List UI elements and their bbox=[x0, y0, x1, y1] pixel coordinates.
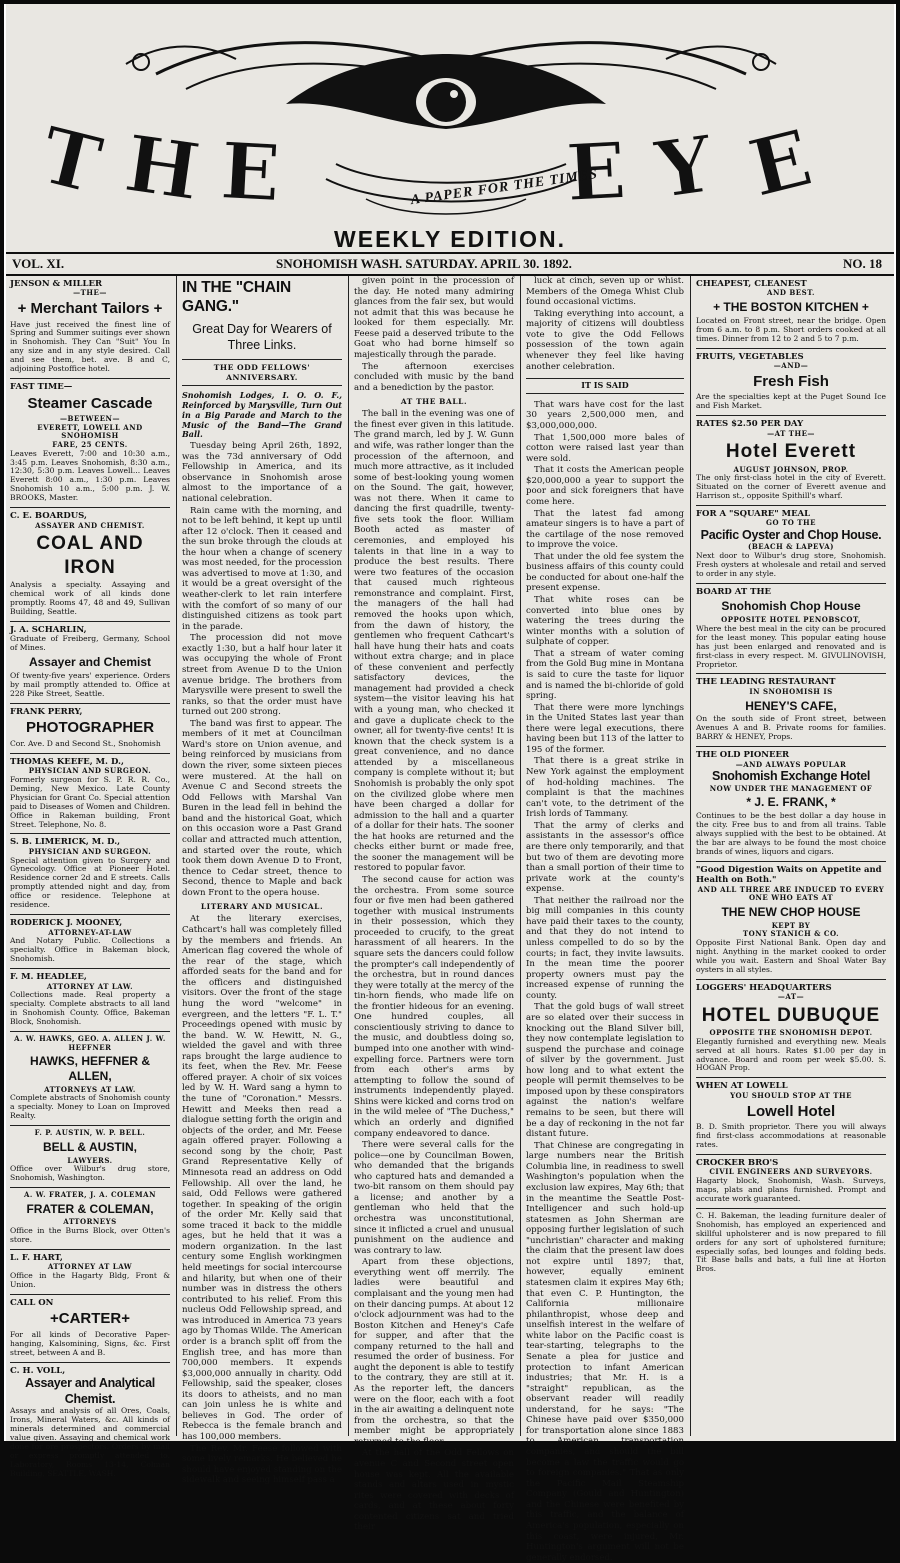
column-1 bbox=[10, 276, 170, 1478]
ad-name: F. M. HEADLEE, bbox=[10, 972, 87, 983]
paragraph: That the army of clerks and assistants in the assessor's office are there only temporarily, and that but two of them are devoting more than a small portion of their time to private work at the county's expense. bbox=[526, 820, 684, 895]
ad-small: —AT— bbox=[777, 992, 805, 1002]
ad-perry bbox=[10, 704, 170, 754]
ad-text: Special attention given to Surgery and Gynecology. Office at Pioneer Hotel. Residence corner 2d and E streets. Calls promptly attended night and day, from office or residence. Telephone at residence. bbox=[10, 855, 170, 910]
ad-text: Leaves Everett, 7:00 and 10:30 a.m., 3:45 p.m. Leaves Snohomish, 8:30 a.m., 12:30, 5:30 p.m. Leaves Lowell... Leaves Everett 8:00 a.m., 1:30 p.m. Leaves Snohomish 10 a.m., 5:00 p.m. J. W. BROOKS, Master. bbox=[10, 448, 170, 503]
paragraph: Rain came with the morning, and not to be left behind, it kept up until after 12 o'clock. Then it ceased and the sun broke through the clouds at the hour when a change of scenery was most needed, for the procession was advertised to move at 1:30, and it would be a great oversight of the weather-clerk to let rain interfere with the comfort of so many of our distinguished citizens as took part in the parade. bbox=[182, 505, 342, 632]
headline: IN THE "CHAIN GANG." bbox=[182, 279, 291, 316]
ad-lowell-hotel bbox=[696, 1078, 886, 1154]
ad-small: GO TO THE bbox=[766, 518, 816, 528]
ad-bell-austin bbox=[10, 1126, 170, 1188]
ad-pacific-oyster bbox=[696, 506, 886, 584]
ad-small: —AT THE— bbox=[767, 428, 815, 438]
ad-small: YOU SHOULD STOP AT THE bbox=[730, 1090, 852, 1100]
ad-text: Are the specialties kept at the Puget Sound Ice and Fish Market. bbox=[696, 392, 886, 411]
ad-label: —BETWEEN— bbox=[60, 414, 120, 424]
title-letter: H bbox=[119, 118, 206, 219]
ad-label: ATTORNEYS bbox=[63, 1217, 117, 1227]
paragraph: The Rev. Mr. Feese followed with some lively remarks. He believed he should have enjoyed standing on the sidewalk and seeing himself pass a bbox=[182, 1443, 342, 1486]
ad-text: Formerly surgeon for S. P. R. R. Co., Deming, New Mexico. Late County Physician for Grant Co. Special attention paid to Diseases of Women and Children. Office in Rakeman building, Front Street. Telephone, No. 8. bbox=[10, 774, 170, 829]
place-date: SNOHOMISH WASH. SATURDAY. APRIL 30. 1892. bbox=[276, 256, 572, 271]
title-letter: T bbox=[31, 109, 110, 213]
column-rule bbox=[520, 276, 521, 1436]
ad-heading: HOTEL DUBUQUE bbox=[701, 1004, 881, 1026]
ad-label: BOARD AT THE bbox=[696, 586, 771, 597]
ad-label: ATTORNEYS AT LAW. bbox=[44, 1084, 136, 1094]
ad-heading: Pacific Oyster and Chop House. bbox=[700, 528, 882, 543]
paragraph: The ball in the evening was one of the finest ever given in this latitude. The grand march, led by J. W. Gunn and wife, was rather longer than the procession of the afternoon, and much more attractive, as it included some of best-looking young women on the Sound. The gait, however, was not there. When it came to dancing the first quadrille, twenty-five sets took the floor. William Booth acted as master of ceremonies, and employed his talents in that line in a way to produce the best results. There were two features of the occasion that caused much righteous remonstrance and complaint. First, the managers of the hall had removed the hooks upon which, from the dawn of history, the gentlemen who frequent Cathcart's hall have hung their hats and coats without extra charge; and in place of these convenient and perfectly satisfactory devices, the management had provided a check system—the visitor leaving his hat with a young man, who checked it and gave a duplicate check to the owner, all for twenty-five cents! It is known that the check system is a great convenience, and no dance attended by a miscellaneous company is complete without it; but Snohomish is probably the only spot on the civilized globe where men have been charged a dollar for admission to the hall and a quarter of a dollar for their hats. The sooner the hat hooks are returned and the checks either burnt or made free, the sooner the management will be restored to popular favor. bbox=[354, 409, 514, 874]
ad-text: Next door to Wilbur's drug store, Snohomish. Fresh oysters at wholesale and retail and served to order in any style. bbox=[696, 551, 886, 578]
ad-label: FOR A "SQUARE" MEAL bbox=[696, 508, 811, 519]
title-letter: Y bbox=[650, 118, 719, 217]
masthead bbox=[6, 4, 894, 254]
ad-boardus bbox=[10, 508, 170, 622]
ad-small: CIVIL ENGINEERS AND SURVEYORS. bbox=[709, 1167, 873, 1177]
ad-heading: Snohomish Chop House bbox=[721, 599, 861, 614]
ad-heading: BELL & AUSTIN, bbox=[42, 1139, 137, 1154]
ad-label: ATTORNEY AT LAW. bbox=[46, 981, 134, 991]
ad-label: ATTORNEY-AT-LAW bbox=[48, 927, 132, 937]
ad-heading: Assayer and Analytical Chemist. bbox=[25, 1376, 155, 1406]
paragraph: There were several calls for the police—one by Councilman Bowen, who demanded that the brigands who captured hats and demanded a two-bit ransom on them should pay a license; and another by a gentleman who held that the orchestra was unconstitutional, since it inflicted a cruel and unusual punishment on the audience and was contrary to law. bbox=[354, 1140, 514, 1256]
ad-text: Collections made. Real property a specialty. Complete abstracts to all land in Snohomish County. Office, Bakeman Block, Snohomish. bbox=[10, 990, 170, 1027]
ad-heading: FRATER & COLEMAN, bbox=[26, 1201, 154, 1216]
paragraph: given point in the procession of the day. He noted many admiring glances from the fair sex, but would not admit that this was because he looked for them especially. Mr. Feese paid a deserved tribute to the Goat who had borne himself so majestically through the parade. bbox=[354, 276, 514, 360]
ad-name: FAST TIME— bbox=[10, 382, 73, 393]
paragraph: That a stream of water coming from the Gold Bug mine in Montana is said to cure the taste for liquor and is named the bi-chloride of gold spring. bbox=[526, 648, 684, 702]
paragraph: The band was first to appear. The members of it met at Councilman Ward's store on Union avenue, and being reinforced by musicians from down the river, some sixteen pieces were mustered. At the hall on Avenue C and Second streets the Odd Fellows with Marshal Van Buren in the lead fell in behind the band and the historical Goat, which on this occasion wore a Past Grand collar and attracted much attention, and started over the route, which took them down Avenue D to Front, thence to Cedar street, thence to Second, thence to Maple and back down Front to the opera house. bbox=[182, 718, 342, 898]
ad-text: Elegantly furnished and everything new. Meals served at all hours. Rates $1.00 per day in advance. Board and room per week $5.00. S. HOGAN Prop. bbox=[696, 1036, 886, 1073]
column-rule bbox=[348, 276, 349, 1436]
dateline bbox=[6, 252, 894, 276]
ad-text: On the south side of Front street, between Avenues A and B. Private rooms for families. BARRY & HENEY, Props. bbox=[696, 714, 886, 742]
ad-keefe bbox=[10, 754, 170, 835]
paragraph: luck at cinch, seven up or whist. Members of the Omega Whist Club found occasional victims. bbox=[526, 276, 684, 308]
title-letter: E bbox=[740, 112, 821, 216]
ad-small: NOW UNDER THE MANAGEMENT OF bbox=[709, 783, 873, 793]
ad-text: C. H. Bakeman, the leading furniture dealer of Snohomish, has employed an experienced and skillful upholsterer and is now prepared to fill orders for any sort of upholstered furniture; especially sofas, bed lounges and folding beds. Tit Base balls and bats, a full line at Horton Bros. bbox=[696, 1210, 886, 1274]
masthead-title bbox=[6, 4, 894, 254]
ad-small: OPPOSITE THE SNOHOMISH DEPOT. bbox=[709, 1028, 873, 1038]
ad-route: EVERETT, LOWELL AND SNOHOMISH bbox=[37, 422, 143, 441]
ad-headlee bbox=[10, 969, 170, 1032]
ad-name: C. E. BOARDUS, bbox=[10, 511, 87, 522]
ad-heading: HAWKS, HEFFNER & ALLEN, bbox=[30, 1054, 150, 1083]
subheading: LITERARY AND MUSICAL. bbox=[200, 902, 324, 912]
ad-heading: THE NEW CHOP HOUSE bbox=[721, 904, 861, 919]
ad-label: —THE— bbox=[73, 288, 107, 298]
ad-text: Office over Wilbur's drug store, Snohomish, Washington. bbox=[10, 1164, 170, 1183]
ad-name: JENSON & MILLER bbox=[10, 279, 103, 289]
paragraph: Tuesday being April 26th, 1892, was the 73d anniversary of Odd Fellowship in America, and its observance in Snohomish arose almost to the importance of a national celebration. bbox=[182, 441, 342, 504]
ad-bakeman bbox=[696, 1209, 886, 1279]
ad-label: "Good Digestion Waits on Appetite and Health on Both." bbox=[696, 864, 882, 886]
column-2 bbox=[182, 276, 342, 1486]
volume-number: VOL. XI. bbox=[12, 256, 65, 271]
paragraph: That white roses can be converted into blue ones by watering the trees during the winter months with a solution of sulphate of copper. bbox=[526, 595, 684, 648]
ad-heading: HENEY'S CAFE, bbox=[745, 698, 837, 713]
ad-hart bbox=[10, 1250, 170, 1295]
column-rule bbox=[176, 276, 177, 1436]
ad-text: Cor. Ave. D and Second St., Snohomish bbox=[10, 738, 161, 748]
paragraph: The procession did not move exactly 1:30, but a half hour later it was occupying the whole of Front street from Avenue D to the Union avenue bridge. The brothers from Marysville were present to swell the ranks, so that the order must have turned out 200 strong. bbox=[182, 633, 342, 718]
ad-boston-kitchen bbox=[696, 276, 886, 349]
ad-name: S. B. LIMERICK, M. D., bbox=[10, 837, 121, 848]
paragraph: That wars have cost for the last 30 years 2,500,000 men, and $3,000,000,000. bbox=[526, 399, 684, 432]
ad-exchange-hotel bbox=[696, 747, 886, 862]
ad-text: Assays and analysis of all Ores, Coals, Irons, Mineral Waters, &c. All kinds of minerals determined and commercial value given. Assaying and chemical work done for ore prospectors. Orders by mail or express promptly attended to. Laboratory, Rooms 13-14, Colman Building, SEATTLE, WASH. bbox=[10, 1405, 170, 1478]
ad-limerick bbox=[10, 834, 170, 915]
ad-hotel-everett bbox=[696, 416, 886, 506]
ad-voll bbox=[10, 1363, 170, 1483]
ad-frater-coleman bbox=[10, 1188, 170, 1250]
ad-name: C. H. VOLL, bbox=[10, 1365, 66, 1376]
ad-label: LAWYERS. bbox=[67, 1155, 113, 1165]
column-rule bbox=[690, 276, 691, 1436]
ad-label: LOGGERS' HEADQUARTERS bbox=[696, 982, 832, 993]
ad-small: KEPT BY bbox=[771, 920, 811, 930]
ad-heading: + Merchant Tailors + bbox=[17, 300, 163, 318]
newspaper-page bbox=[4, 4, 896, 1563]
ad-carter bbox=[10, 1295, 170, 1363]
ad-mooney bbox=[10, 915, 170, 969]
ad-crocker-bros bbox=[696, 1155, 886, 1209]
ad-merchant-tailors bbox=[10, 276, 170, 379]
ad-label: RATES $2.50 PER DAY bbox=[696, 419, 804, 430]
paragraph: The second cause for action was the orchestra. From some source four or five men had been gathered together with musical instruments in their possession, which they proceeded to crucify, to the great harassment of all hearers. In the square sets the dancers could follow the prompter's call independently of the orchestra, but in round dances they were totally at the mercy of the tin-horn fiends, who made life on the frontier hideous for an evening. One hundred couples, all conscientiously striving to dance to the music, and doubtless doing so, bumped into one another with wind-expelling force. Partners were torn from each other's arms by attempting to follow the sound of instruments independently played. Shins were kicked and corns trod on in the wild melee of "The Duchess," which an orderly and dignified company endeavored to dance. bbox=[354, 875, 514, 1139]
ad-text: Continues to be the best dollar a day house in the city. Free bus to and from all trains. Table always supplied with the best to be obtained. At the bar are always to be found the most choice brands of wines, liquors and cigars. bbox=[696, 810, 886, 856]
ad-label: THE OLD PIONEER bbox=[696, 750, 790, 761]
ad-text: And Notary Public. Collections a specialty. Office in Bakeman block, Snohomish. bbox=[10, 936, 170, 964]
ad-label: THE LEADING RESTAURANT bbox=[696, 677, 836, 688]
ad-new-chop-house bbox=[696, 862, 886, 980]
ad-heading: Lowell Hotel bbox=[746, 1102, 836, 1120]
ad-label: Graduate of Freiberg, Germany, School of Mines. bbox=[10, 634, 170, 653]
paragraph: That the latest fad among amateur singers is to have a part of the cartilage of the nose removed to improve the voice. bbox=[526, 508, 684, 551]
ad-label: PHYSICIAN AND SURGEON. bbox=[28, 846, 152, 856]
paragraph: That it costs the American people $20,000,000 a year to support the poor and sick foreigners that have come here. bbox=[526, 465, 684, 507]
ad-heading: Hotel Everett bbox=[725, 441, 857, 463]
ad-heading: Steamer Cascade bbox=[27, 394, 153, 412]
ad-text: Analysis a specialty. Assaying and chemical work of all kinds done promptly. Rooms 47, 48 and 49, Sullivan Building, Seattle. bbox=[10, 580, 170, 616]
ad-text: Office in the Hagarty Bldg, Front & Union. bbox=[10, 1271, 170, 1289]
ad-label: PHYSICIAN AND SURGEON. bbox=[28, 766, 152, 776]
ad-proprietor: * J. E. FRANK, * bbox=[746, 795, 836, 810]
ad-label: ASSAYER AND CHEMIST. bbox=[35, 520, 145, 530]
ad-name: RODERICK J. MOONEY, bbox=[10, 918, 123, 929]
ad-small: IN SNOHOMISH IS bbox=[749, 686, 833, 696]
ad-small: —AND ALWAYS POPULAR bbox=[735, 759, 847, 769]
ad-label: ATTORNEY AT LAW bbox=[47, 1262, 133, 1272]
deck: Great Day for Wearers of Three Links. bbox=[192, 322, 332, 352]
ad-label: WHEN AT LOWELL bbox=[696, 1081, 788, 1092]
ad-name: THOMAS KEEFE, M. D., bbox=[10, 756, 124, 767]
ad-fresh-fish bbox=[696, 349, 886, 416]
ad-small: (BEACH & LAPEVA) bbox=[748, 542, 834, 552]
paragraph: That there is a great strike in New York against the employment of hod-holding machines. The complaint is that the machines can't vote, to the detriment of the Irish lords of Tammany. bbox=[526, 756, 684, 820]
ad-name: FRANK PERRY, bbox=[10, 706, 83, 717]
ad-heading: Assayer and Chemist bbox=[28, 655, 152, 670]
ad-small: OPPOSITE HOTEL PENOBSCOT, bbox=[721, 615, 861, 625]
section-heading: IT IS SAID bbox=[526, 378, 684, 394]
ad-small: —AND— bbox=[773, 361, 809, 371]
paragraph: That neither the railroad nor the big mill companies in this county have paid their taxes to the county, and that they do not intend to unless compelled to do so by the courts; in fact, they invite lawsuits. In the mean time the poorer property owners must pay the increased expense of running the county. bbox=[526, 895, 684, 1001]
ad-heading: + THE BOSTON KITCHEN + bbox=[713, 300, 869, 315]
ad-snohomish-chop-house bbox=[696, 584, 886, 675]
ad-name: CALL ON bbox=[10, 1297, 54, 1308]
paragraph: At the literary exercises, Cathcart's hall was completely filled by the members and friends. An American flag covered the whole of the rear of the stage, which afforded seats for the band and for the officers and distinguished visitors. Over the front of the stage hung the word "welcome" in evergreen, and the letters "F. L. T." Proceedings opened with music by the band. W. W. Hewitt, N. G., wielded the gavel and with three raps brought the large audience to its feet, when the Rev. Mr. Feese offered prayer. A choir of six voices led by W. H. Ward sang a hymn to the tune of "Coronation." Messrs. Hewitt and Meeks then read a dialogue setting forth the origin and objects of the order, and Mr. Feese again offered prayer. Following a second song by the choir, Past Grand Representative Kelly of Minnesota read an address on Odd Fellowship. All over the land, he said, Odd Fellows were gathered together. In speaking of the origin of the order Mr. Kelly said that some traced it back to the middle ages, but he held that it was a modern organization. In the last century some English workingmen held meetings for social intercourse and hilarity, but when one of their number was in distress the others contributed to his relief. From this nucleus Odd Fellowship spread, and was introduced in America 73 years ago by Thomas Wilde. The American order is a branch split off from the English tree, and has more than 700,000 members. It expends $3,000,000 annually in charity. Odd Fellowship, said the speaker, closes its doors to atheists, and no man can join unless he is white and believes in God. The order of Rebecca is the female branch and has 100,000 members. bbox=[182, 914, 342, 1443]
paragraph: At the hall of the Odd Fellows on avenue C and Second street open house was kept. All the available stands and altars used in mystic rites were covered with decks of cards, and at these about forty contented citizens sat and tried their bbox=[354, 1448, 514, 1533]
ad-hotel-dubuque bbox=[696, 980, 886, 1079]
ad-text: Complete abstracts of Snohomish county a specialty. Money to Loan on Improved Realty. bbox=[10, 1093, 170, 1121]
ad-label: CROCKER BRO'S bbox=[696, 1157, 779, 1168]
column-4 bbox=[526, 276, 684, 1563]
ad-heading: Fresh Fish bbox=[753, 372, 829, 390]
columns bbox=[6, 276, 894, 1563]
ad-heading: Snohomish Exchange Hotel bbox=[711, 769, 871, 784]
ad-label: FRUITS, VEGETABLES bbox=[696, 351, 804, 362]
ad-proprietor: AUGUST JOHNSON, PROP. bbox=[733, 464, 849, 474]
ad-steamer-cascade bbox=[10, 379, 170, 508]
kicker: THE ODD FELLOWS' ANNIVERSARY. bbox=[182, 359, 342, 386]
ad-text: B. D. Smith proprietor. There you will always find first-class accommodations at reasonable rates. bbox=[696, 1121, 886, 1149]
ad-fare: FARE, 25 CENTS. bbox=[52, 439, 128, 449]
ad-text: Where the best meal in the city can be procured for the least money. This popular eating house has just been enlarged and renovated and is first-class in every respect. M. GIVULINOVISH, Proprietor. bbox=[696, 623, 886, 669]
summary: Snohomish Lodges, I. O. O. F., Reinforced by Marysville, Turn Out in a Big Parade and March to the Music of the Band—The Grand Ball. bbox=[182, 390, 342, 440]
paragraph: Apart from these objections, everything went off merrily. The ladies were beautiful and complaisant and the young men had on their dancing pumps. At about 12 o'clock adjournment was had to the Boston Kitchen and Heney's Cafe for supper, and after that the company returned to the hall and resumed the order of business. For aught the deponent is able to testify to the contrary, they are still at it. As the reporter left, the dancers were on the floor, each with a foot in the air awaiting a delinquent note from the orchestra, so that the member might be appropriately returned to the floor. bbox=[354, 1257, 514, 1447]
ad-heneys-cafe bbox=[696, 674, 886, 747]
ad-text: Located on Front street, near the bridge. Open from 6 a.m. to 8 p.m. Short orders cooked at all times. Dinner from 12 to 2 and 5 to 7 p.m. bbox=[696, 315, 886, 343]
ad-hawks-heffner-allen bbox=[10, 1032, 170, 1126]
ad-text: Hagarty block, Snohomish, Wash. Surveys, maps, plats and plans furnished. Prompt and accurate work guaranteed. bbox=[696, 1175, 886, 1203]
ad-text: The only first-class hotel in the city of Everett. Situated on the corner of Everett avenue and Harrison st., opposite Spithill's wharf. bbox=[696, 473, 886, 501]
title-letter: E bbox=[218, 125, 283, 220]
ad-small: AND BEST. bbox=[767, 288, 815, 298]
ad-names: F. P. AUSTIN, W. P. BELL. bbox=[34, 1128, 146, 1138]
masthead-edition: WEEKLY EDITION. bbox=[334, 226, 566, 252]
paragraph: That there were more lynchings in the United States last year than there were legal executions, there having been but 113 of the latter to 195 of the former. bbox=[526, 702, 684, 755]
paragraph: Taking everything into account, a majority of citizens will doubtless vote to give the Odd Fellows possession of the town again whenever they feel like having another celebration. bbox=[526, 308, 684, 372]
ad-text: For all kinds of Decorative Paper-hanging, Kalsomining, Signs, &c. First street, between A and B. bbox=[10, 1329, 170, 1357]
column-5 bbox=[696, 276, 886, 1436]
column-3 bbox=[354, 276, 514, 1533]
issue-number: NO. 18 bbox=[843, 256, 882, 271]
ad-names: A. W. HAWKS, GEO. A. ALLEN J. W. HEFFNER bbox=[14, 1034, 166, 1052]
ad-heading: PHOTOGRAPHER bbox=[25, 719, 155, 737]
ad-name: J. A. SCHARLIN, bbox=[10, 624, 87, 635]
ad-heading: +CARTER+ bbox=[49, 1310, 131, 1328]
ad-text: Of twenty-five years' experience. Orders by mail promptly attended to. Office at 228 Pike Street, Seattle. bbox=[10, 670, 170, 698]
ad-heading: COAL AND IRON bbox=[36, 533, 144, 578]
ad-proprietor: TONY STANICH & CO. bbox=[742, 929, 840, 939]
paragraph: That 1,500,000 more bales of cotton were raised last year than were sold. bbox=[526, 432, 684, 464]
masthead-subtitle: A PAPER FOR THE TIMES bbox=[409, 166, 599, 209]
paragraph: The afternoon exercises concluded with music by the band and a benediction by the pastor. bbox=[354, 361, 514, 393]
paragraph: That Chinese are congregating in large numbers near the British Columbia line, in readiness to swell Washington's population when the exclusion law expires, May 6th; that in the meantime the Seattle Post-Intelligencer and such hold-up statesmen as John Sherman are opposing further legislation of such "unchristian" character and making the claim that the present law does not expire until 1897; that, however, equally eminent statesmen claim it expires May 6th; that even C. P. Huntington, the California millionaire philanthropist, whose deep and unselfish interest in the welfare of white labor on the Pacific coast is tear-starting, telegraphs to the Senate a plea for justice and protection to infant American industries; that Mr. H. is a "straight" republican, as the observant reader will readily understand, for he says: "The Chinese have paid over $350,000 for transportation alone since 1883 to American transportation companies, and should the bill become a law the traffic would go to foreign companies." That as only the Pacific Mail Steamship Company (Gould and Huntington) and the Chinese were benefited by this traffic, and the balance of America's population, especially on this coast, were injured, Mr. Huntington's argument will not be generally endorsed. bbox=[526, 1140, 684, 1563]
ad-small: AND ALL THREE ARE INDUCED TO EVERY ONE WHO EATS AT bbox=[697, 884, 885, 903]
title-letter: E bbox=[564, 125, 629, 220]
ad-names: A. W. FRATER, J. A. COLEMAN bbox=[24, 1190, 156, 1200]
ad-name: L. F. HART, bbox=[10, 1252, 63, 1263]
subheading: AT THE BALL. bbox=[400, 397, 468, 407]
ad-text: Opposite First National Bank. Open day and night. Anything in the market cooked to order while you wait. Eastern and Shoal Water Bay oysters in all styles. bbox=[696, 937, 886, 974]
ad-text: Office in the Burns Block, over Otten's store. bbox=[10, 1226, 170, 1245]
ad-scharlin bbox=[10, 622, 170, 704]
ad-label: CHEAPEST, CLEANEST bbox=[696, 279, 807, 289]
paragraph: That under the old fee system the business affairs of this county could be conducted for about one-half the present expense. bbox=[526, 551, 684, 594]
ad-text: Have just received the finest line of Spring and Summer suitings ever shown in Snohomish. They Can "Suit" You In any size and in any style desired. Call and see them, bet. ave. B and C, adjoining Postoffice hotel. bbox=[10, 319, 170, 374]
paragraph: That the gold bugs of wall street are so elated over their success in knocking out the Bland Silver bill, they now contemplate legislation to suspend the purchase and coinage of silver by the government. Just how long and to what extent the people will permit themselves to be imposed upon by these conspirators against the nation's welfare remains to be seen, but there will be a day of reckoning in the not far distant future. bbox=[526, 1002, 684, 1140]
